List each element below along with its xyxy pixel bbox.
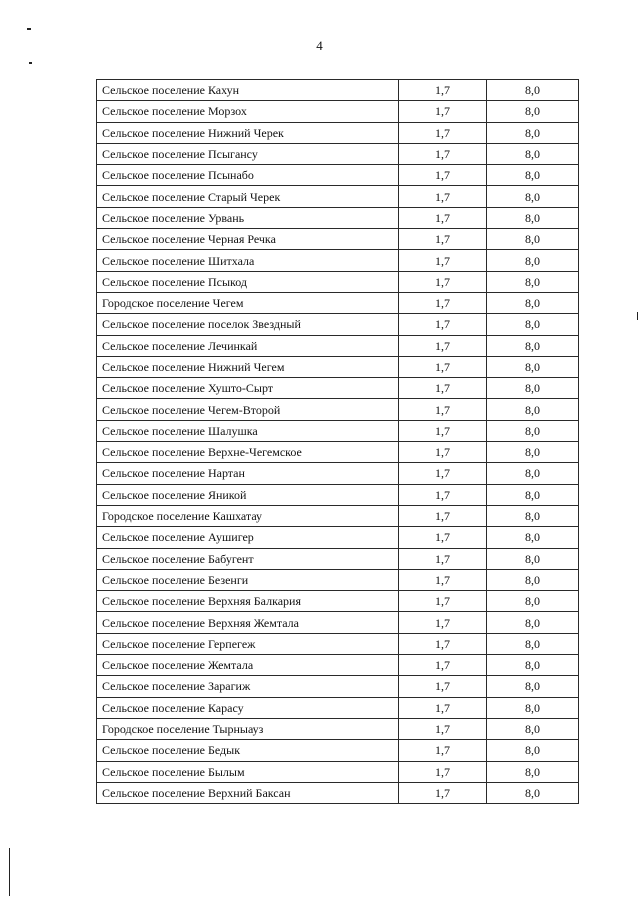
settlement-name-cell: Сельское поселение Бедык [97, 740, 399, 761]
scan-speck [637, 312, 638, 320]
table-row [97, 676, 579, 697]
rate-value-1-cell: 1,7 [399, 761, 487, 782]
rate-value-1-cell: 1,7 [399, 718, 487, 739]
rate-value-2-cell: 8,0 [487, 676, 579, 697]
rate-value-1-cell: 1,7 [399, 463, 487, 484]
table-row [97, 378, 579, 399]
rate-value-1-cell: 1,7 [399, 548, 487, 569]
table-row [97, 484, 579, 505]
rate-value-2-cell: 8,0 [487, 80, 579, 101]
table-row [97, 207, 579, 228]
rate-value-2-cell: 8,0 [487, 633, 579, 654]
rate-value-2-cell: 8,0 [487, 335, 579, 356]
rate-value-2-cell: 8,0 [487, 399, 579, 420]
table-row [97, 527, 579, 548]
rate-value-2-cell: 8,0 [487, 718, 579, 739]
rate-value-2-cell: 8,0 [487, 697, 579, 718]
rate-value-2-cell: 8,0 [487, 314, 579, 335]
rate-value-1-cell: 1,7 [399, 271, 487, 292]
scan-speck [29, 62, 32, 64]
rate-value-1-cell: 1,7 [399, 655, 487, 676]
settlement-name-cell: Сельское поселение Яникой [97, 484, 399, 505]
table-row [97, 782, 579, 803]
rate-value-1-cell: 1,7 [399, 207, 487, 228]
rate-value-2-cell: 8,0 [487, 527, 579, 548]
rate-value-1-cell: 1,7 [399, 292, 487, 313]
rate-value-1-cell: 1,7 [399, 697, 487, 718]
settlement-name-cell: Сельское поселение Шалушка [97, 420, 399, 441]
settlement-name-cell: Сельское поселение Герпегеж [97, 633, 399, 654]
rate-value-1-cell: 1,7 [399, 505, 487, 526]
settlement-name-cell: Сельское поселение Верхняя Жемтала [97, 612, 399, 633]
rate-value-2-cell: 8,0 [487, 292, 579, 313]
rate-value-2-cell: 8,0 [487, 782, 579, 803]
rate-value-1-cell: 1,7 [399, 527, 487, 548]
rate-value-2-cell: 8,0 [487, 271, 579, 292]
rate-value-2-cell: 8,0 [487, 463, 579, 484]
rate-value-2-cell: 8,0 [487, 186, 579, 207]
settlement-name-cell: Городское поселение Чегем [97, 292, 399, 313]
rate-value-2-cell: 8,0 [487, 591, 579, 612]
rate-value-1-cell: 1,7 [399, 484, 487, 505]
settlement-name-cell: Сельское поселение Нижний Чегем [97, 356, 399, 377]
rate-value-2-cell: 8,0 [487, 207, 579, 228]
table-row [97, 292, 579, 313]
table-row [97, 505, 579, 526]
settlement-name-cell: Сельское поселение Аушигер [97, 527, 399, 548]
table-row [97, 569, 579, 590]
settlement-name-cell: Сельское поселение Бабугент [97, 548, 399, 569]
settlement-name-cell: Сельское поселение Зарагиж [97, 676, 399, 697]
rate-value-1-cell: 1,7 [399, 314, 487, 335]
table-row [97, 271, 579, 292]
table-row [97, 718, 579, 739]
rate-value-2-cell: 8,0 [487, 143, 579, 164]
table-row [97, 740, 579, 761]
rate-value-2-cell: 8,0 [487, 655, 579, 676]
rate-value-2-cell: 8,0 [487, 356, 579, 377]
rate-value-2-cell: 8,0 [487, 165, 579, 186]
settlement-name-cell: Сельское поселение Урвань [97, 207, 399, 228]
settlement-name-cell: Сельское поселение Псыкод [97, 271, 399, 292]
rate-value-1-cell: 1,7 [399, 186, 487, 207]
rate-value-1-cell: 1,7 [399, 612, 487, 633]
rate-value-2-cell: 8,0 [487, 378, 579, 399]
table-row [97, 633, 579, 654]
rate-value-1-cell: 1,7 [399, 80, 487, 101]
settlement-name-cell: Сельское поселение Псыгансу [97, 143, 399, 164]
rate-value-1-cell: 1,7 [399, 378, 487, 399]
settlement-name-cell: Сельское поселение Безенги [97, 569, 399, 590]
rate-value-2-cell: 8,0 [487, 101, 579, 122]
settlement-name-cell: Сельское поселение Кахун [97, 80, 399, 101]
rate-value-1-cell: 1,7 [399, 143, 487, 164]
table-row [97, 314, 579, 335]
table-row [97, 442, 579, 463]
settlement-name-cell: Сельское поселение Морзох [97, 101, 399, 122]
table-row [97, 186, 579, 207]
rate-value-2-cell: 8,0 [487, 740, 579, 761]
table-row [97, 143, 579, 164]
table-body [97, 80, 579, 804]
rate-value-2-cell: 8,0 [487, 612, 579, 633]
rate-value-2-cell: 8,0 [487, 420, 579, 441]
rate-value-2-cell: 8,0 [487, 569, 579, 590]
settlements-rates-table [96, 79, 579, 804]
rate-value-1-cell: 1,7 [399, 165, 487, 186]
table-row [97, 165, 579, 186]
rate-value-1-cell: 1,7 [399, 782, 487, 803]
rate-value-1-cell: 1,7 [399, 676, 487, 697]
rate-value-1-cell: 1,7 [399, 442, 487, 463]
rate-value-1-cell: 1,7 [399, 101, 487, 122]
table-row [97, 80, 579, 101]
table-row [97, 655, 579, 676]
scan-speck [27, 28, 31, 30]
rate-value-2-cell: 8,0 [487, 484, 579, 505]
settlement-name-cell: Сельское поселение Псынабо [97, 165, 399, 186]
rate-value-1-cell: 1,7 [399, 122, 487, 143]
settlement-name-cell: Сельское поселение Карасу [97, 697, 399, 718]
rate-value-1-cell: 1,7 [399, 399, 487, 420]
table-row [97, 591, 579, 612]
settlement-name-cell: Сельское поселение поселок Звездный [97, 314, 399, 335]
rate-value-1-cell: 1,7 [399, 740, 487, 761]
table-row [97, 122, 579, 143]
rate-value-2-cell: 8,0 [487, 548, 579, 569]
settlement-name-cell: Сельское поселение Хушто-Сырт [97, 378, 399, 399]
settlement-name-cell: Городское поселение Кашхатау [97, 505, 399, 526]
rate-value-1-cell: 1,7 [399, 335, 487, 356]
scan-edge-line [9, 848, 10, 896]
settlement-name-cell: Сельское поселение Верхне-Чегемское [97, 442, 399, 463]
table-row [97, 463, 579, 484]
rate-value-1-cell: 1,7 [399, 633, 487, 654]
table-row [97, 399, 579, 420]
rate-value-2-cell: 8,0 [487, 442, 579, 463]
settlement-name-cell: Сельское поселение Верхний Баксан [97, 782, 399, 803]
rate-value-2-cell: 8,0 [487, 250, 579, 271]
table-row [97, 101, 579, 122]
table-row [97, 356, 579, 377]
table-row [97, 250, 579, 271]
rate-value-2-cell: 8,0 [487, 229, 579, 250]
page-number: 4 [316, 38, 323, 53]
table-row [97, 612, 579, 633]
settlement-name-cell: Сельское поселение Былым [97, 761, 399, 782]
table-row [97, 229, 579, 250]
settlement-name-cell: Городское поселение Тырныауз [97, 718, 399, 739]
rate-value-2-cell: 8,0 [487, 122, 579, 143]
settlement-name-cell: Сельское поселение Верхняя Балкария [97, 591, 399, 612]
rate-value-1-cell: 1,7 [399, 420, 487, 441]
settlement-name-cell: Сельское поселение Нартан [97, 463, 399, 484]
rate-value-1-cell: 1,7 [399, 250, 487, 271]
table-row [97, 548, 579, 569]
settlement-name-cell: Сельское поселение Лечинкай [97, 335, 399, 356]
table-row [97, 761, 579, 782]
settlement-name-cell: Сельское поселение Жемтала [97, 655, 399, 676]
rate-value-2-cell: 8,0 [487, 761, 579, 782]
rate-value-1-cell: 1,7 [399, 356, 487, 377]
settlement-name-cell: Сельское поселение Черная Речка [97, 229, 399, 250]
settlement-name-cell: Сельское поселение Шитхала [97, 250, 399, 271]
settlement-name-cell: Сельское поселение Нижний Черек [97, 122, 399, 143]
rate-value-1-cell: 1,7 [399, 591, 487, 612]
table-row [97, 420, 579, 441]
rate-value-2-cell: 8,0 [487, 505, 579, 526]
table-row [97, 697, 579, 718]
rate-value-1-cell: 1,7 [399, 229, 487, 250]
settlement-name-cell: Сельское поселение Чегем-Второй [97, 399, 399, 420]
settlement-name-cell: Сельское поселение Старый Черек [97, 186, 399, 207]
table-row [97, 335, 579, 356]
rate-value-1-cell: 1,7 [399, 569, 487, 590]
